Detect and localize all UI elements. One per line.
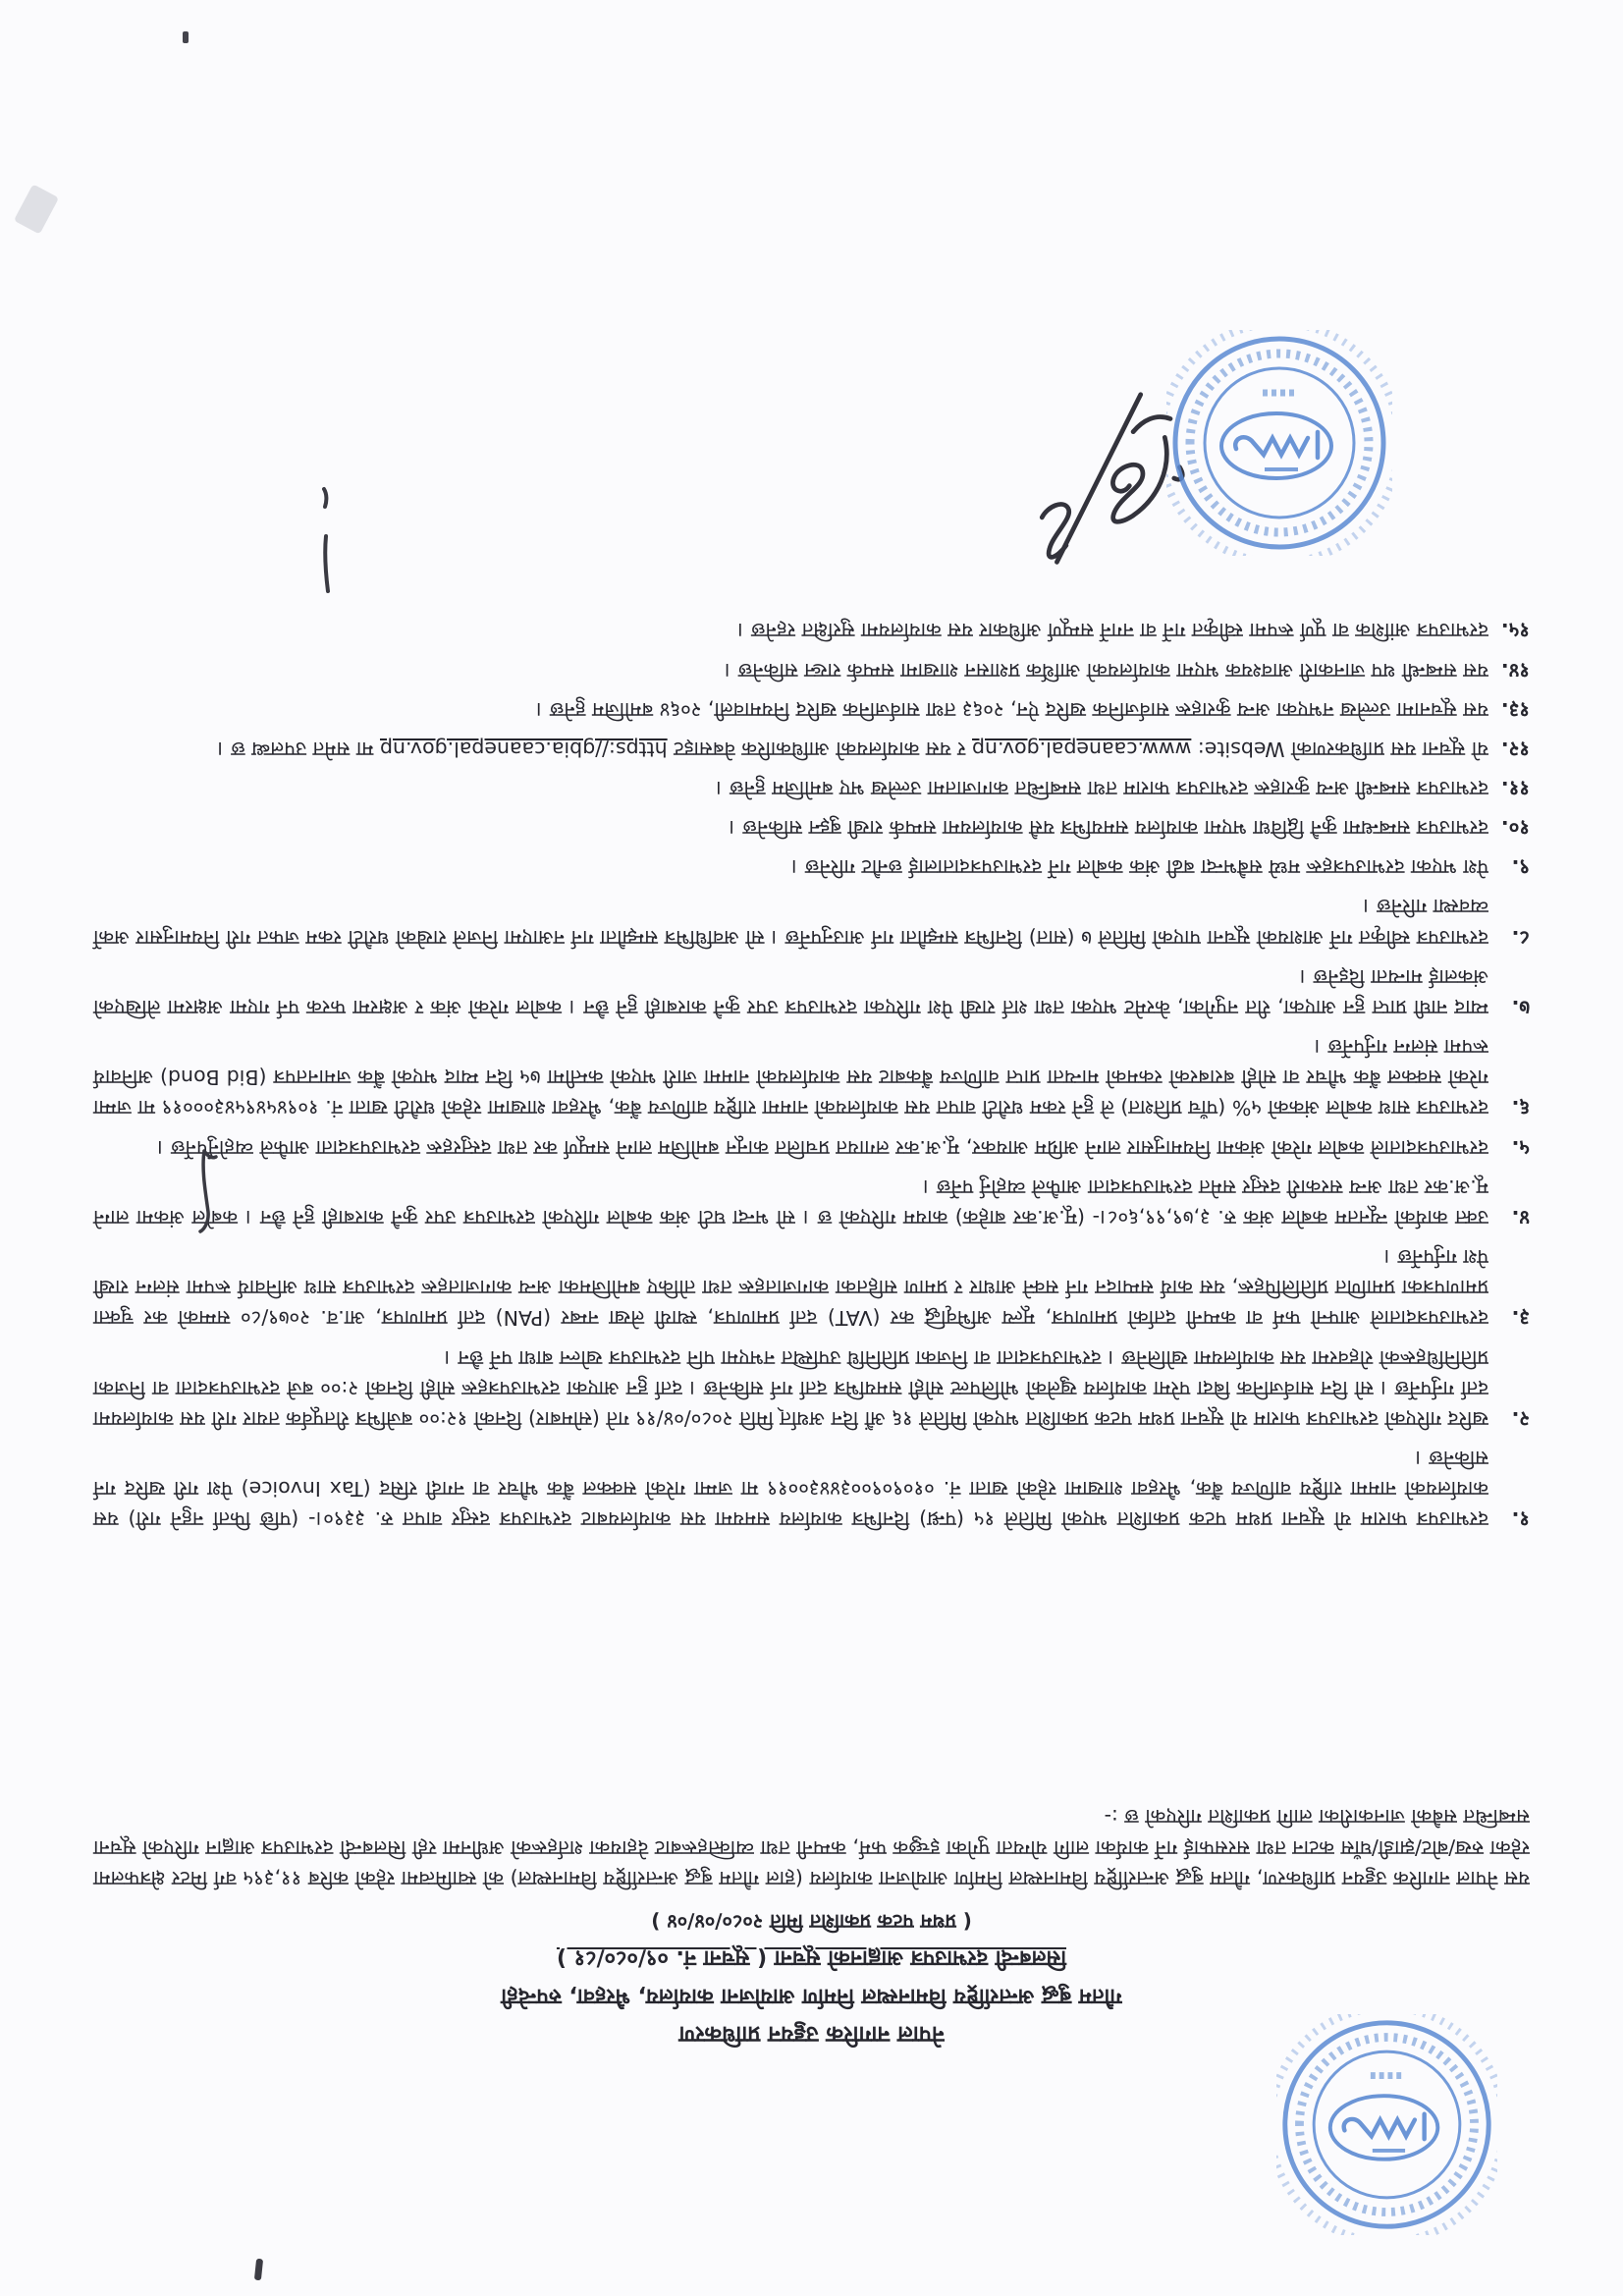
clause-number: १४. <box>1500 658 1530 683</box>
clause-2 <box>93 1341 1530 1433</box>
pen-tick-mark <box>192 1147 218 1235</box>
official-stamp-top <box>1276 2005 1497 2235</box>
clause-text: दरभाउपत्र फाराम यो सूचना प्रथम पटक प्रकाशित भएको मितिले १५ (पन्ध्र) दिनभित्र कार्यालय समयमा यस कार्यालयबाट दरभाउपत्र दस्तुर वापत रु. ३३९०।- (पछि फिर्ता नहुने गरी) यस कार्यालयको नाममा राष्ट्रिय वाणिज्य बैंक, भैरहवा शाखामा रहेको खाता नं. ०१०९०९००३४४३००१९ मा जम्मा गरेको सक्कल बैंक भौचर वा नगदी रसिद (Tax Invoice) पेश गरी खरिद गर्न सकिनेछ । <box>93 1447 1488 1532</box>
clause-number: १५. <box>1500 619 1530 643</box>
clause-13 <box>93 694 1530 725</box>
office-name: गौतम बुद्ध अन्तर्राष्ट्रिय विमानस्थल निर्माण आयोजना कार्यालय, भैरहवा, रुपन्देही <box>501 1984 1122 2009</box>
clause-number: १२. <box>1500 737 1530 761</box>
official-stamp-bottom <box>1166 321 1392 556</box>
clause-number: १. <box>1511 1507 1530 1532</box>
clause-text: म्याद नाघी प्राप्त हुन आएका, रीत नपुगेका, केरमेट भएका तथा शर्त राखी पेश गरिएका दरभाउपत्र उपर कुनै कारबाही हुने छैन । कबोल गरेको अंक र अक्षरमा फरक पर्न गएमा अक्षरमा लेखिएको अंकलाई मान्यता दिइनेछ । <box>93 964 1488 1019</box>
clause-11 <box>93 773 1530 803</box>
clause-12-pre: यो सूचना यस प्राधिकरणको Website: <box>1191 737 1488 761</box>
clause-number: ५. <box>1511 1135 1530 1160</box>
clause-text: दरभाउपत्र स्वीकृत गर्ने आशयको सूचना पाएको मितिले ७ (सात) दिनभित्र सम्झौता गर्न आउनुपर्नेछ । सो अवधिभित्र सम्झौता गर्न नआएमा निजले राखेको धरौटी रकम जफत गरी नियमानुसार अर्को व्यवस्था गरिनेछ । <box>93 895 1488 950</box>
clause-text: दरभाउपत्र सम्बन्धमा कुनै द्विविधा भएमा कार्यालय समयभित्र यसै कार्यालयमा सम्पर्क राखी बुझ्न सकिनेछ । <box>729 816 1488 841</box>
clause-number: ६. <box>1511 1096 1530 1121</box>
clause-number: १३. <box>1500 697 1530 722</box>
ink-speck <box>183 31 189 43</box>
clause-12-mid: र यस कार्यालयको आधिकारिक वेबसाइट <box>667 737 973 761</box>
clause-10 <box>93 812 1530 843</box>
clause-text: दरभाउपत्रदाताले आफ्नो फर्म वा कम्पनी दर्ताको प्रमाणपत्र, मूल्य अभिवृद्धि कर (VAT) दर्ता प्रमाणपत्र, स्थायी लेखा नम्बर (PAN) दर्ता प्रमाणपत्र, आ.व. २०७९/८० सम्मको कर चुक्ता प्रमाणपत्रका प्रमाणित प्रतिलिपिहरू, यस कार्य सम्पादन गर्न सक्ने आधार र प्रमाण सहितका कागजातहरू तथा तोकिए बमोजिमका अन्य कागजातहरू दरभाउपत्र साथ अनिवार्य रूपमा संलग्न राखी पेश गर्नुपर्नेछ । <box>93 1245 1488 1331</box>
clause-text: दरभाउपत्र साथ कबोल अंकको ५% (पाँच प्रतिशत) ले हुने रकम धरौटी वापत यस कार्यालयको नाममा राष्ट्रिय वाणिज्य बैंक, भैरहवा शाखामा रहेको धरौटी खाता नं. १०९४५४९५४३०००१९ मा जम्मा गरेको सक्कल बैंक भौचर वा सोही बराबरको रकमको मान्यता प्राप्त वाणिज्य बैंकबाट यस कार्यालयको नाममा जारी भएको कम्तीमा ७५ दिन म्याद भएको बैंक जमानतपत्र (Bid Bond) अनिवार्य रूपमा संलग्न गर्नुपर्नेछ । <box>93 1035 1488 1121</box>
clause-3 <box>93 1241 1530 1333</box>
clause-text: उक्त कार्यको न्यूनतम कबोल अंक रु. ३,७९,९९,६०८।- (मू.अ.कर बाहेक) कायम गरिएको छ । सो भन्दा घटी अंक कबोल गरिएको दरभाउपत्र उपर कुनै कारबाही हुने छैन । कबोल अंकमा लाग्ने मू.अ.कर तथा अन्य सरकारी दस्तुर समेत दरभाउपत्रदाता आफैले व्यहोर्नु पर्नेछ । <box>93 1175 1488 1230</box>
clause-text: पेश भएका दरभाउपत्रहरू मध्ये सबैभन्दा बढी अंक कबोल गर्ने दरभाउपत्रदातालाई छनौट गरिनेछ । <box>790 855 1488 880</box>
organization-name: नेपाल नागरिक उड्डयन प्राधिकरण <box>678 2021 945 2047</box>
clause-text <box>93 734 1488 764</box>
caan-website-url: www.caanepal.gov.np <box>972 737 1192 761</box>
gbia-website-url: https://gbia.caanepal.gov.np <box>379 737 668 761</box>
clause-number: ९. <box>1511 855 1530 880</box>
clause-number: २. <box>1511 1406 1530 1431</box>
notice-title: सिलबन्दी दरभाउपत्र आह्वानको सूचना ( सूचना नं. ०९/०८०/८१ ) <box>556 1944 1067 1970</box>
clause-text: दरभाउपत्रदाताले कबोल गरेको अंकमा नियमानुसार लाग्ने अग्रिम आयकर, मू.अ.कर लगायत प्रचलित कानून बमोजिम लाग्ने सम्पूर्ण कर तथा दस्तुरहरू दरभाउपत्रदाता आफैले व्यहोर्नुपर्नेछ । <box>156 1135 1488 1160</box>
clause-text: खरिद गरिएको दरभाउपत्र फाराम यो सूचना प्रथम पटक प्रकाशित भएको मितिले १६ औं दिन अर्थात् मिति २०८०/०४/१९ गते (सोमबार) दिनको १२:०० बजेभित्र रीतपूर्वक तयार गरी यस कार्यालयमा दर्ता गर्नुपर्नेछ । सो दिन सार्वजनिक बिदा परेमा कार्यालय खुलेको भोलिपल्ट सोही समयभित्र दर्ता गर्न सकिनेछ । दर्ता हुन आएका दरभाउपत्रहरू सोही दिनको २:०० बजे दरभाउपत्रदाता वा निजका प्रतिनिधिहरूको रोहवरमा यस कार्यालयमा खोलिनेछ । दरभाउपत्रदाता वा निजका प्रतिनिधि उपस्थित नभएमा पनि दरभाउपत्र खोल्न बाधा पर्ने छैन । <box>93 1345 1488 1431</box>
clause-number: ८. <box>1511 925 1530 950</box>
clause-number: ७. <box>1511 995 1530 1019</box>
clause-text: यस सम्बन्धी थप जानकारी आवश्यक भएमा कार्यालयको आर्थिक प्रशासन शाखामा सम्पर्क राख्न सकिनेछ । <box>724 658 1488 683</box>
clause-14 <box>93 654 1530 684</box>
clause-number: ३. <box>1511 1306 1530 1331</box>
clause-text: यस सूचनामा उल्लेख नभएका अन्य कुराहरू सार्वजनिक खरिद ऐन, २०६३ तथा सार्वजनिक खरिद नियमावली, २०६४ बमोजिम हुनेछ । <box>535 697 1488 722</box>
pen-stroke-mark <box>308 479 342 597</box>
clause-12 <box>93 734 1530 764</box>
clause-1 <box>93 1443 1530 1534</box>
clause-4 <box>93 1172 1530 1232</box>
intro-paragraph: यस नेपाल नागरिक उड्डयन प्राधिकरण, गौतम बुद्ध अन्तर्राष्ट्रिय विमानस्थल निर्माण आयोजना कार्यालय (हाल गौतम बुद्ध अन्तर्राष्ट्रिय विमानस्थल) को स्वामित्वमा रहेको करिब ११,३९५ वर्ग मिटर क्षेत्रफलमा रहेका रुख/बोट/झाडी/घाँस कटान तथा सरसफाई गर्ने कार्यका लागि योग्यता पुगेका इच्छुक फर्म, कम्पनी तथा व्यक्तिहरूबाट देहायका शर्तहरूको अधीनमा रही सिलबन्दी दरभाउपत्र आह्वान गरिएको सूचना सम्बन्धित सबैको जानकारीका लागि प्रकाशित गरिएको छ :- <box>93 1805 1530 1890</box>
clause-12-post: मा समेत उपलब्ध छ । <box>217 737 380 761</box>
clause-text: दरभाउपत्र आंशिक वा पूर्ण रूपमा स्वीकृत गर्ने वा नगर्ने सम्पूर्ण अधिकार यस कार्यालयमा सुरक्षित रहनेछ । <box>736 619 1488 643</box>
clause-list <box>93 615 1530 1534</box>
clause-15 <box>93 615 1530 645</box>
clause-number: १०. <box>1500 816 1530 841</box>
clause-number: ४. <box>1511 1205 1530 1230</box>
clause-6 <box>93 1031 1530 1122</box>
clause-text: दरभाउपत्र सम्बन्धी अन्य कुराहरू दरभाउपत्र फाराम तथा सम्बन्धित कागजातमा उल्लेख भए बमोजिम हुनेछ । <box>715 777 1488 801</box>
clause-number: ११. <box>1500 777 1530 801</box>
clause-9 <box>93 851 1530 882</box>
clause-5 <box>93 1131 1530 1162</box>
clause-7 <box>93 961 1530 1022</box>
clause-8 <box>93 891 1530 952</box>
published-date-line: ( प्रथम पटक प्रकाशित मिति २०८०/०४/०४ ) <box>651 1910 972 1935</box>
